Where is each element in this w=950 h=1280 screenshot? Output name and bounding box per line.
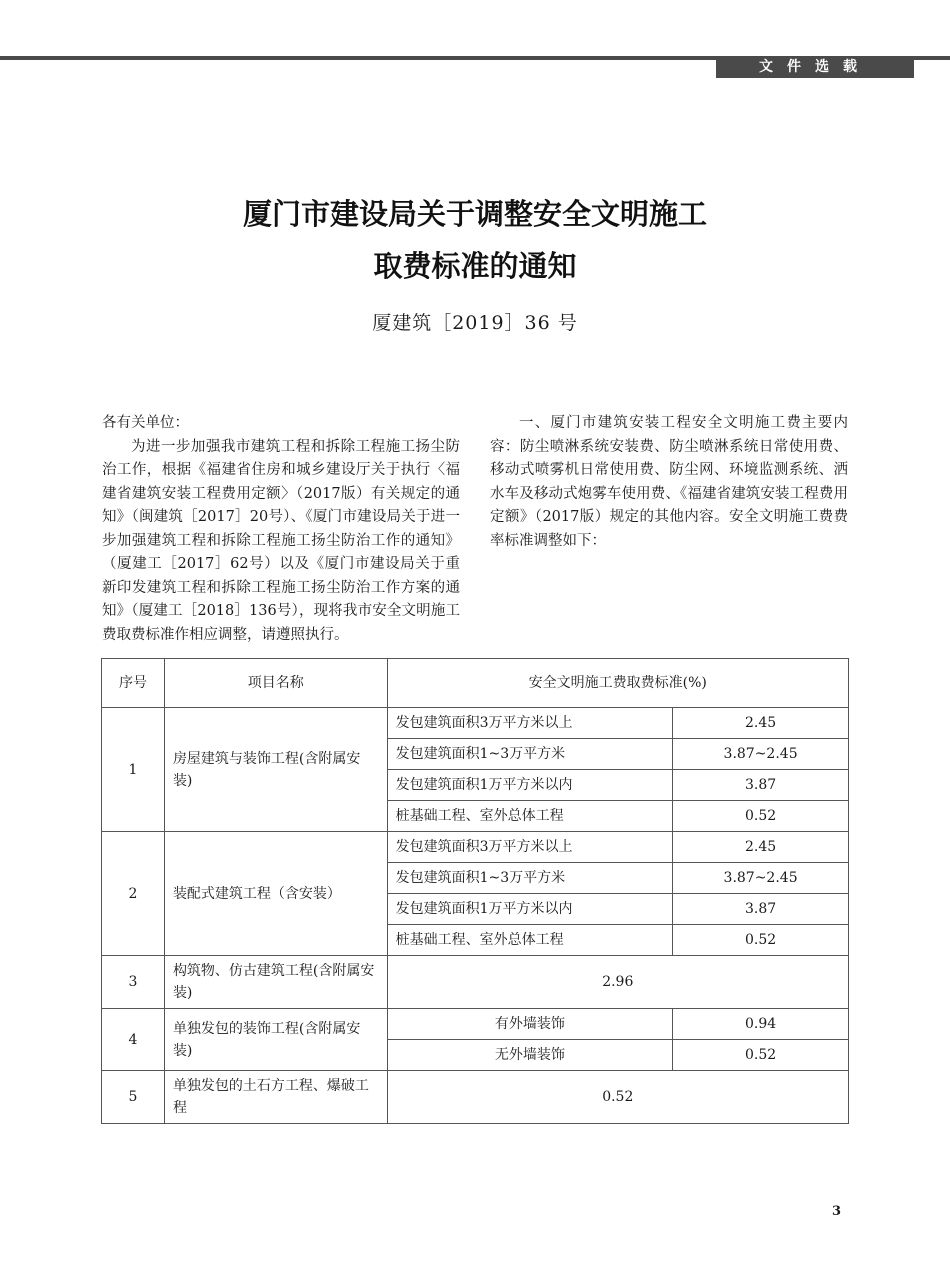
row-no: 5 <box>102 1071 165 1124</box>
page-number: 3 <box>832 1204 842 1219</box>
row-rate: 0.52 <box>387 1071 848 1124</box>
table-row <box>102 1009 849 1040</box>
row-condition: 发包建筑面积1~3万平方米 <box>387 863 673 894</box>
title-line-2: 取费标准的通知 <box>373 249 577 283</box>
row-rate: 0.52 <box>673 925 849 956</box>
row-rate: 3.87~2.45 <box>673 739 849 770</box>
row-condition: 有外墙装饰 <box>387 1009 673 1040</box>
row-no: 4 <box>102 1009 165 1071</box>
row-rate: 2.45 <box>673 708 849 739</box>
document-number: 厦建筑［2019］36 号 <box>372 312 578 334</box>
header-rate: 安全文明施工费取费标准(%) <box>387 659 848 708</box>
paragraph-1: 为进一步加强我市建筑工程和拆除工程施工扬尘防治工作，根据《福建省住房和城乡建设厅关于执行〈福建省建筑安装工程费用定额〉（2017版）有关规定的通知》（闽建筑［2017］20号）、《厦门市建设局关于进一步加强建筑工程和拆除工程施工扬尘防治工作的通知》（厦建工［2017］62号）以及《厦门市建设局关于重新印发建筑工程和拆除工程施工扬尘防治工作方案的通知》（厦建工［2018］136号），现将我市安全文明施工费取费标准作相应调整，请遵照执行。 <box>102 438 460 643</box>
row-rate: 3.87 <box>673 894 849 925</box>
row-condition: 发包建筑面积1~3万平方米 <box>387 739 673 770</box>
row-condition: 发包建筑面积1万平方米以内 <box>387 770 673 801</box>
body-column-right <box>490 412 848 553</box>
table-header-row <box>102 659 849 708</box>
document-title <box>0 188 950 292</box>
row-rate: 2.96 <box>387 956 848 1009</box>
table-row <box>102 1071 849 1124</box>
row-item: 单独发包的土石方工程、爆破工程 <box>164 1071 387 1124</box>
row-no: 2 <box>102 832 165 956</box>
row-rate: 2.45 <box>673 832 849 863</box>
row-condition: 发包建筑面积3万平方米以上 <box>387 832 673 863</box>
header-item: 项目名称 <box>164 659 387 708</box>
row-rate: 0.94 <box>673 1009 849 1040</box>
header-no: 序号 <box>102 659 165 708</box>
row-no: 1 <box>102 708 165 832</box>
row-rate: 3.87~2.45 <box>673 863 849 894</box>
table-row <box>102 956 849 1009</box>
table-row <box>102 708 849 739</box>
row-condition: 桩基础工程、室外总体工程 <box>387 801 673 832</box>
greeting: 各有关单位： <box>102 415 189 431</box>
fee-standard-table <box>101 658 849 1124</box>
row-item: 单独发包的装饰工程(含附属安装) <box>164 1009 387 1071</box>
section-label: 文件选载 <box>716 56 914 78</box>
title-line-1: 厦门市建设局关于调整安全文明施工 <box>242 197 707 231</box>
row-item: 房屋建筑与装饰工程(含附属安装) <box>164 708 387 832</box>
row-condition: 无外墙装饰 <box>387 1040 673 1071</box>
row-rate: 0.52 <box>673 801 849 832</box>
row-rate: 3.87 <box>673 770 849 801</box>
body-column-left <box>102 412 460 647</box>
paragraph-2: 一、厦门市建筑安装工程安全文明施工费主要内容：防尘喷淋系统安装费、防尘喷淋系统日常使用费、移动式喷雾机日常使用费、防尘网、环境监测系统、洒水车及移动式炮雾车使用费、《福建省建筑安装工程费用定额》（2017版）规定的其他内容。安全文明施工费费率标准调整如下： <box>490 415 848 549</box>
table-row <box>102 832 849 863</box>
row-no: 3 <box>102 956 165 1009</box>
row-condition: 发包建筑面积3万平方米以上 <box>387 708 673 739</box>
row-condition: 桩基础工程、室外总体工程 <box>387 925 673 956</box>
row-item: 装配式建筑工程（含安装） <box>164 832 387 956</box>
row-rate: 0.52 <box>673 1040 849 1071</box>
row-item: 构筑物、仿古建筑工程(含附属安装) <box>164 956 387 1009</box>
row-condition: 发包建筑面积1万平方米以内 <box>387 894 673 925</box>
